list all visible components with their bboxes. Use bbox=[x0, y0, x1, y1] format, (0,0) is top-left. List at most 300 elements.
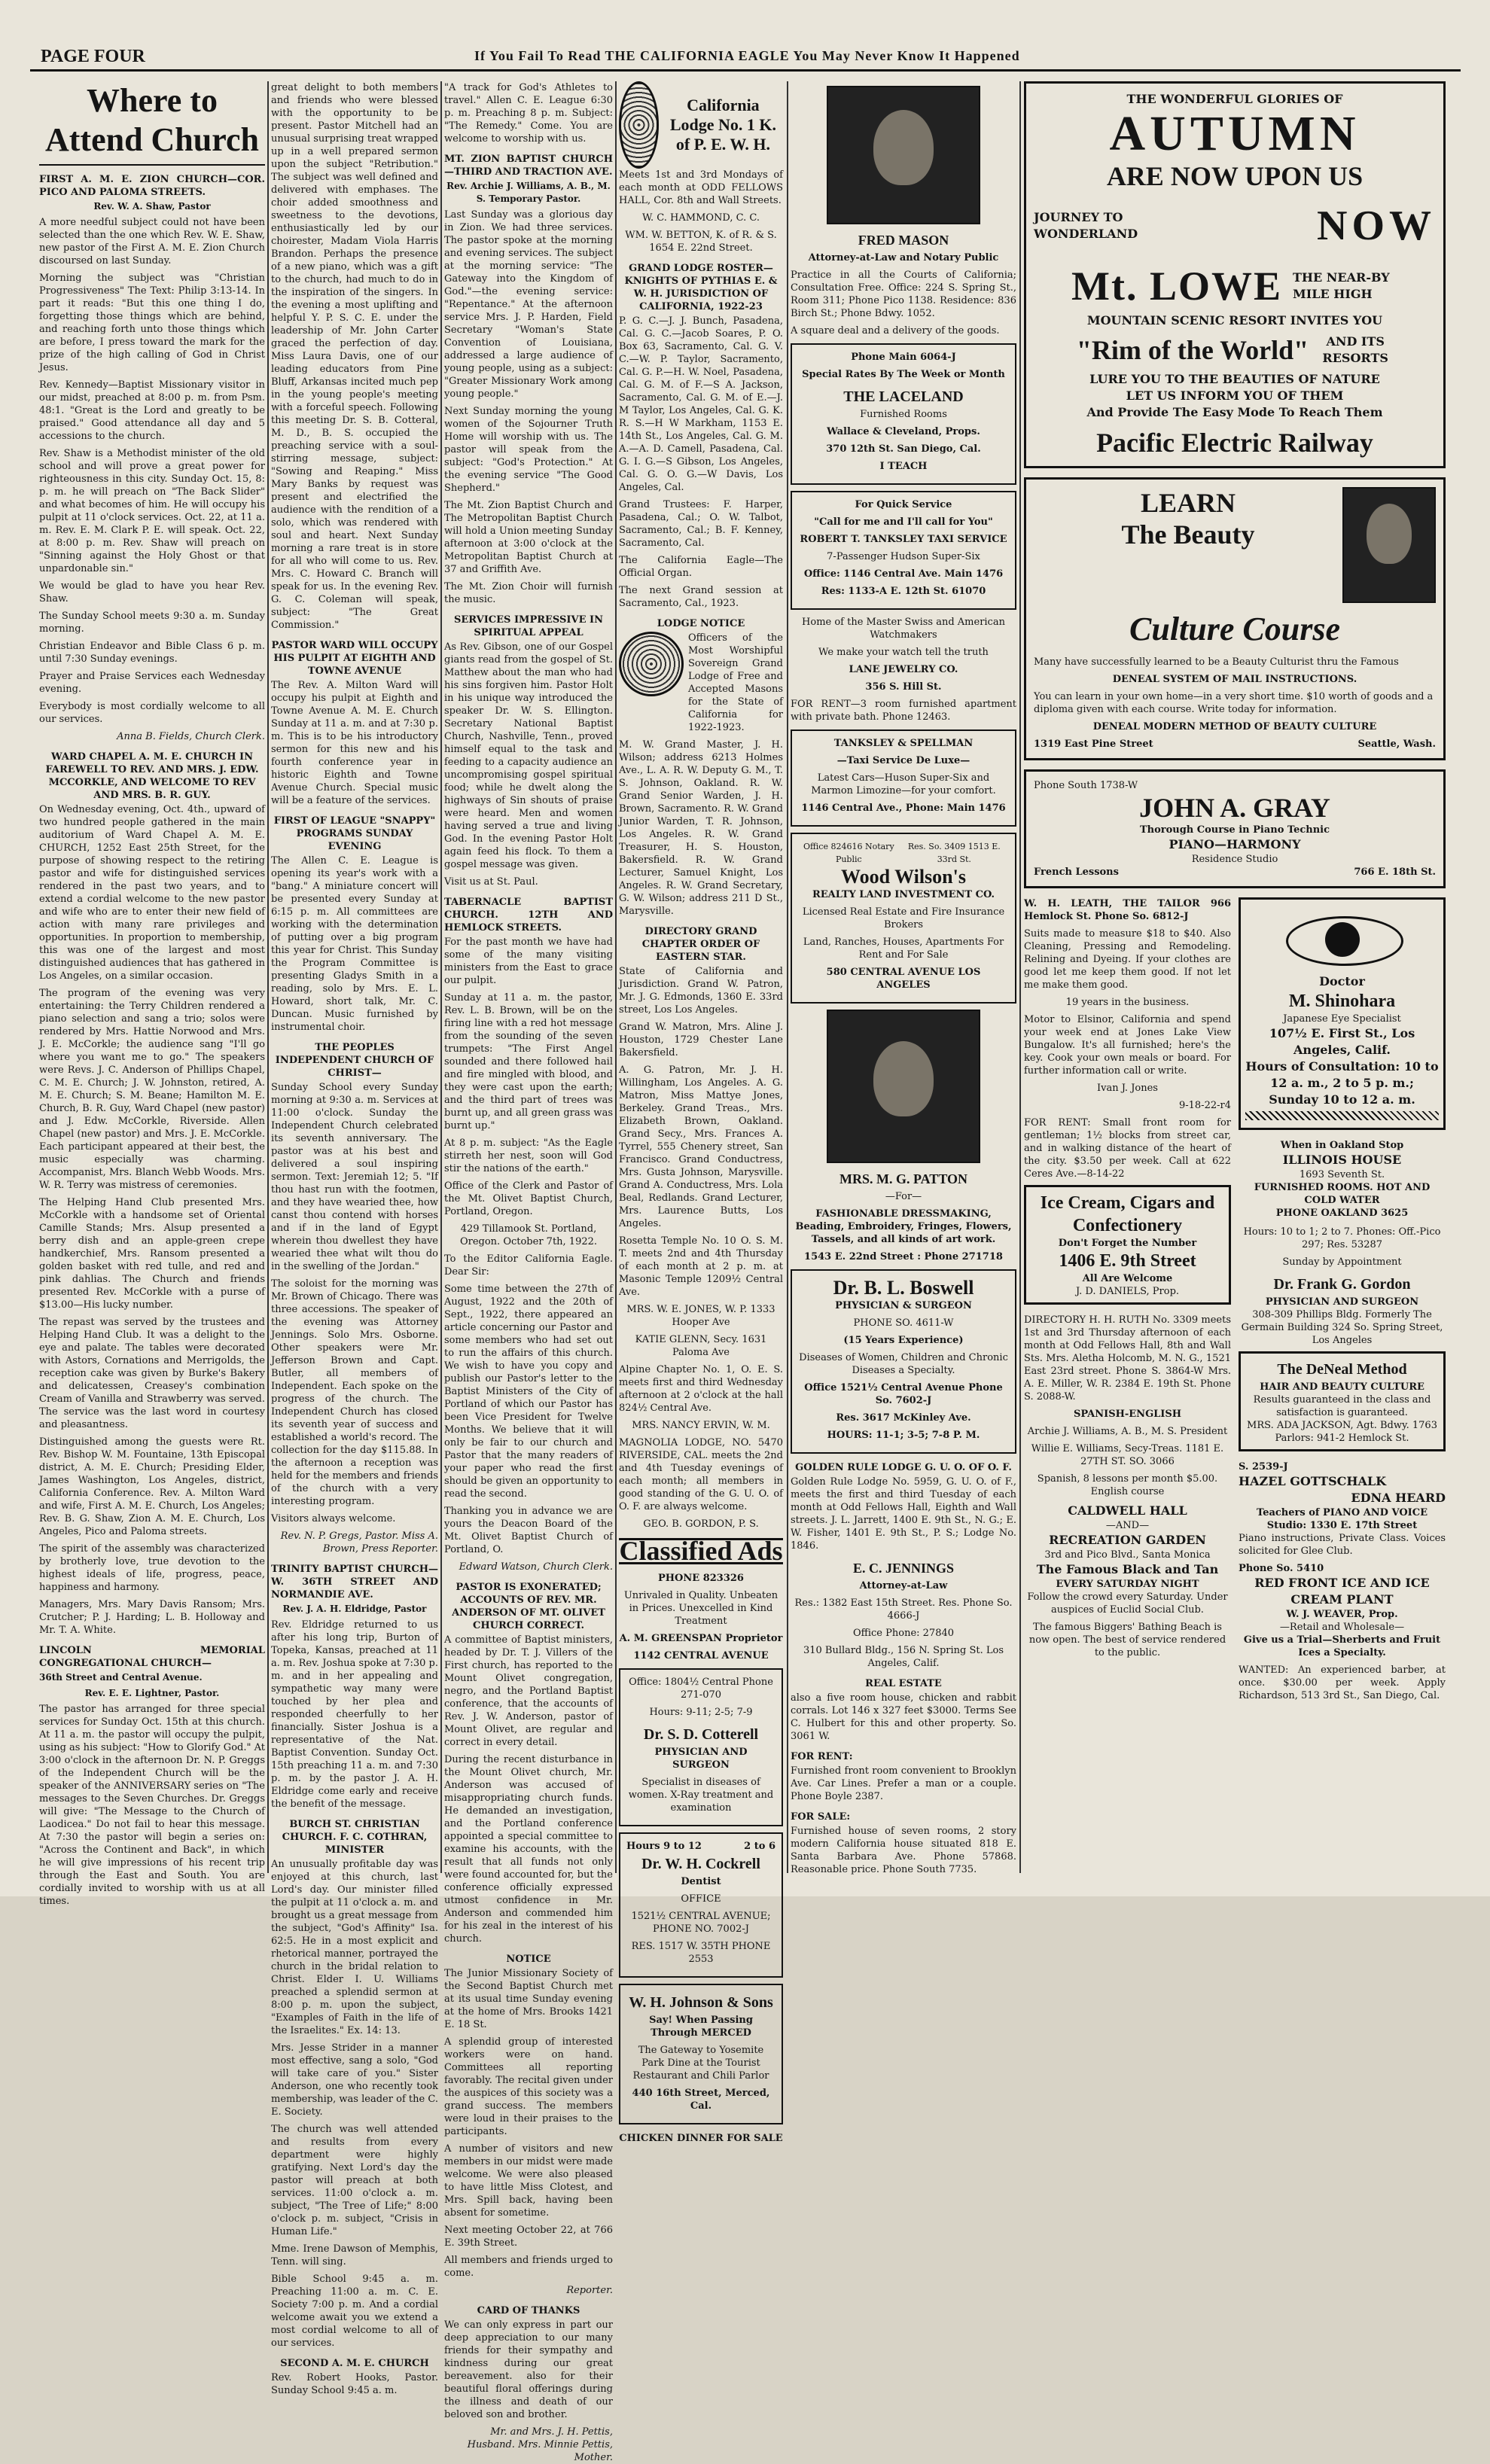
ad-text: —AND— bbox=[1105, 1520, 1150, 1531]
column-lodge-directory bbox=[619, 81, 783, 2144]
ad-text: 1521½ CENTRAL AVENUE; PHONE NO. 7002-J bbox=[631, 1911, 771, 1935]
portrait-face bbox=[873, 1041, 934, 1116]
ad-text: MOUNTAIN SCENIC RESORT INVITES YOU bbox=[1086, 313, 1383, 327]
ad-text: REALTY LAND INVESTMENT CO. bbox=[812, 889, 995, 900]
article-text: At 8 p. m. subject: "As the Eagle stirreth her nest, soon will God stir the nations of the earth." bbox=[444, 1138, 613, 1174]
portrait-photo-beauty bbox=[1342, 487, 1436, 603]
masthead bbox=[30, 44, 1461, 72]
ad-text: Residence Studio bbox=[1191, 854, 1278, 865]
ad-text: Spanish, 8 lessons per month $5.00. English course bbox=[1037, 1473, 1218, 1497]
article-text: The Mt. Zion Baptist Church and The Metropolitan Baptist Church will hold a Union meeting Sunday afternoon at 3:00 o'clock at the Metropolitan Baptist Church at 37 and Griffith Ave. bbox=[444, 500, 613, 575]
article-text: Thanking you in advance we are yours the Deacon Board of the Mt. Olivet Baptist Church of Portland, O. bbox=[444, 1506, 613, 1555]
article-heading: DIRECTORY GRAND CHAPTER ORDER OF EASTERN STAR. bbox=[641, 926, 760, 963]
ad-text: For Quick Service bbox=[855, 499, 952, 510]
ad-text: Many have successfully learned to be a Beauty Culturist thru the Famous bbox=[1034, 656, 1399, 668]
article-text: The program of the evening was very entertaining: the Terry Children rendered a piano selection and sang a trio; solos were rendered by Mrs. Hattie Norwood and Mrs. J. E. McCorkle; the audience sang "I'll go where you want me to go." The speakers were Revs. J. C. Anderson of Phillips Chapel, C. M. E. Church; J. W. Johnston, retired, A. M. E. Church; S. M. Beane; Hamilton M. E. Church, B. R. Guy, Ward Chapel (new pastor) and J. Edw. McCorkle, Riverside. Allen Chapel (new pastor) and Mrs. J. E. McCorkle. Each participant appeared at their best, the music especially was charming. Accompanist, Mrs. Blanch Webb Woods. Mrs. W. R. Terry was mistress of ceremonies. bbox=[39, 988, 265, 1191]
ad-text: Unrivaled in Quality. Unbeaten in Prices. Unexcelled in Kind Treatment bbox=[623, 1590, 779, 1627]
article-heading: PASTOR WARD WILL OCCUPY HIS PULPIT AT EIGHTH AND TOWNE AVENUE bbox=[271, 640, 438, 677]
ad-spellman bbox=[791, 729, 1016, 827]
article-text: Prayer and Praise Services each Wednesday evening. bbox=[39, 671, 265, 695]
ad-headline: Ice Cream, Cigars and Confectionery bbox=[1040, 1193, 1215, 1235]
article-text: Visitors always welcome. bbox=[271, 1513, 396, 1524]
ad-name: Dr. B. L. Boswell bbox=[833, 1277, 974, 1299]
article-text: The soloist for the morning was Mr. Brown of Chicago. There was three accessions. The speaker of the evening was Attorney Jennings. Solo Mrs. Osborne. Other speakers were Mr. Jefferson Brown and Capt. Butler, all members of Independent. Each spoke on the progress of the church. The Independent Church has closed its seventh year of success and established a world's record. The collection for the day $115.88. In the afternoon a reception was held for the members and friends of the church with a very interesting program. bbox=[271, 1278, 438, 1507]
ad-text: 440 16th Street, Merced, Cal. bbox=[632, 2088, 770, 2112]
ad-text: 310 Bullard Bldg., 156 N. Spring St. Los Angeles, Calif. bbox=[803, 1645, 1004, 1669]
article-signature: Reporter. bbox=[566, 2285, 613, 2296]
ad-text: Sunday by Appointment bbox=[1282, 1256, 1402, 1268]
ad-text: HOURS: 11-1; 3-5; 7-8 P. M. bbox=[827, 1430, 980, 1441]
ad-text: The Gateway to Yosemite Park Dine at the Tourist Restaurant and Chili Parlor bbox=[632, 2045, 769, 2082]
ad-name: FRED MASON bbox=[858, 233, 949, 248]
article-text: "A track for God's Athletes to travel." Allen C. E. League 6:30 p. m. Preaching 8 p. m. Subject: "The Remedy." Come. You are welcome to worship with us. bbox=[444, 82, 613, 145]
ad-boswell bbox=[791, 1269, 1016, 1454]
ad-text: ROBERT T. TANKSLEY TAXI SERVICE bbox=[800, 534, 1007, 545]
ad-text: Archie J. Williams, A. B., M. S. President bbox=[1027, 1426, 1228, 1437]
ad-text: J. D. DANIELS, Prop. bbox=[1075, 1286, 1180, 1297]
article-text: A committee of Baptist ministers, headed by Dr. T. J. Villers of the First church, has reported to the Mount Olivet congregation, negro, and the Portland Baptist conference, that the accounts of Rev. J. W. Anderson, pastor of Mount Olivet, are regular and correct in every detail. bbox=[444, 1634, 613, 1748]
ad-text: Give us a Trial—Sherberts and Fruit Ices a Specialty. bbox=[1243, 1634, 1441, 1658]
ad-text: 19 years in the business. bbox=[1065, 997, 1190, 1008]
section-title: Where to Attend Church bbox=[39, 81, 265, 166]
ad-text: RECREATION GARDEN bbox=[1049, 1533, 1206, 1547]
article-text: As Rev. Gibson, one of our Gospel giants read from the gospel of St. Matthew about the man who had his sins forgiven him. Pastor Holt in his unique way introduced the speaker Dr. W. S. Ellington. Secretary National Baptist Church, Nashville, Tenn., proved himself equal to the task and feeding to a capacity audience an uncompromising gospel spiritual food; while he dwelt along the highways of Sin shouts of praise were heard. Men and women having served a true and living God. In the evening Pastor Holt again feed his flock. To them a gospel message was given. bbox=[444, 641, 613, 870]
ad-headline: Pacific Electric Railway bbox=[1096, 428, 1373, 458]
ad-text: JOURNEY TO WONDERLAND bbox=[1034, 210, 1138, 241]
lodge-header bbox=[619, 81, 783, 169]
ad-text: PHONE SO. 4611-W bbox=[853, 1317, 954, 1329]
article-heading: CARD OF THANKS bbox=[477, 2305, 580, 2316]
ad-headline: NOW bbox=[1317, 203, 1436, 249]
ad-text: Wallace & Cleveland, Props. bbox=[827, 426, 980, 437]
ad-headline: "Rim of the World" bbox=[1076, 335, 1309, 365]
article-signature: Rev. N. P. Gregs, Pastor. Miss A. Brown, Press Reporter. bbox=[280, 1530, 438, 1555]
article-text: Office of the Clerk and Pastor of the Mt. Olivet Baptist Church, Portland, Oregon. bbox=[444, 1180, 613, 1217]
ad-row bbox=[1034, 487, 1436, 603]
portrait-face bbox=[1367, 504, 1412, 564]
ad-text: Say! When Passing Through MERCED bbox=[649, 2015, 753, 2039]
article-text: A more needful subject could not have been selected than the one which Rev. W. E. Shaw, new pastor of the First A. M. E. Zion Church discoursed on last Sunday. bbox=[39, 217, 265, 267]
column-display-ads bbox=[1024, 81, 1446, 1873]
article-text: Sunday School every Sunday morning at 9:30 a. m. Services at 11:00 o'clock. Sunday the Independent Church celebrated its seventh anniversary. The pastor was at his best and delivered a soul inspiring sermon. Text: Jeremiah 12; 5. "If thou hast run with the footmen, and they have wearied thee, how canst thou contend with horses and if in the land of Egypt wherein thou dwellest they have wearied thee what wilt thou do in the swelling of the Jordan." bbox=[271, 1082, 438, 1272]
ad-text: Latest Cars—Huson Super-Six and Marmon Limozine—for your comfort. bbox=[811, 772, 996, 796]
article-text: An unusually profitable day was enjoyed at this church, last Lord's day. Our minister filled the pulpit at 11 o'clock a. m. and brought us a great message from the subject, "God's Affinity" Isa. 62:5. He in a most explicit and rhetorical manner, portrayed the church in the bridal relation to Christ. Elder I. U. Williams preached a splendid sermon at 8:00 p. m. upon the subject, "Examples of Faith in the life of the Israelites." Ex. 14: 13. bbox=[271, 1859, 438, 2036]
decorative-border bbox=[1245, 1111, 1439, 1120]
ad-text: "Call for me and I'll call for You" bbox=[814, 516, 993, 528]
article-byline: Rev. W. A. Shaw, Pastor bbox=[93, 201, 211, 212]
lodge-text: Meets 1st and 3rd Mondays of each month at ODD FELLOWS HALL, Cor. 8th and Wall Streets. bbox=[619, 169, 783, 206]
ad-text: The Famous Black and Tan bbox=[1036, 1562, 1219, 1576]
ad-headline: Dr. Frank G. Gordon bbox=[1273, 1276, 1411, 1293]
article-text: Visit us at St. Paul. bbox=[444, 876, 538, 888]
ad-text: Follow the crowd every Saturday. Under auspices of Euclid Social Club. bbox=[1027, 1591, 1228, 1616]
ad-text: LANE JEWELRY CO. bbox=[849, 664, 958, 675]
ad-headline: JOHN A. GRAY bbox=[1139, 793, 1330, 823]
ad-text: WANTED: An experienced barber, at once. $30.00 per week. Apply Richardson, 513 3rd St., San Diego, Cal. bbox=[1239, 1664, 1446, 1701]
ad-text: Practice in all the Courts of California; Consultation Free. Office: 224 S. Spring St., Room 311; Phone Pico 1138. Residence: 836 Birch St.; Phone Bdwy. 1052. bbox=[791, 270, 1016, 319]
article-text: A number of visitors and new members in our midst were made welcome. We were also pleased to have little Miss Clotest, and Mrs. Spill back, having been absent for sometime. bbox=[444, 2143, 613, 2219]
article-text: The Helping Hand Club presented Mrs. McCorkle with a handsome set of Oriental Camille Stands; Mrs. Alsup presented a berry dish and an apple-green crepe handkerchief, Mrs. Ransom presented a golden basket with red tulle, and red and pink dahlias. The Church and friends presented Rev. McCorkle with a purse of $13.00—His lucky number. bbox=[39, 1197, 265, 1311]
article-signature: Mr. and Mrs. J. H. Pettis, Husband. Mrs. Minnie Pettis, Mother. bbox=[467, 2426, 613, 2463]
column-rule bbox=[787, 81, 788, 1873]
chapter-text: A. G. Patron, Mr. J. H. Willingham, Los Angeles. A. G. Matron, Miss Mattye Jones, Berkeley. Grand Treas., Mrs. Elizabeth Brown, Oakland. Grand Secy., Mrs. Frances A. Tyrrel, 555 Chenery street, San Francisco. Grand Conductress, Mrs. Gusta Johnson, Marysville. Grand A. Conductress, Mrs. Lola Beal, Redlands. Grand Lecturer, Mrs. Laurence Butts, Los Angeles. bbox=[619, 1064, 783, 1229]
article-heading: SERVICES IMPRESSIVE IN SPIRITUAL APPEAL bbox=[454, 614, 603, 638]
ad-text: Motor to Elsinor, California and spend your week end at Jones Lake View Bungalow. It's all furnished; here's the key. Cook your own meals or board. For further information call or write. bbox=[1024, 1014, 1231, 1077]
ad-name: Dr. W. H. Cockrell bbox=[641, 1856, 760, 1872]
article-heading: FOR RENT: bbox=[791, 1751, 853, 1762]
portrait-photo-patton bbox=[827, 1010, 980, 1163]
ad-taxi bbox=[791, 491, 1016, 610]
article-text: Rev. Eldridge returned to us after his long trip, Burton of Topeka, Kansas, preached at 11 a. m. Rev. Joshua spoke at 7:30 p. m. and in her appealing and sympathetic way many were touched by her plea and responded cheerfully to her financially. Sister Joshua is a representative of the Nat. Baptist Convention. Sunday Oct. 15th preaching 11 a. m. and 7:30 p. m. by the pastor J. A. H. Eldridge come early and receive the benefit of the message. bbox=[271, 1619, 438, 1810]
ad-shinohara bbox=[1239, 897, 1446, 1130]
ad-cockrell bbox=[619, 1832, 783, 1978]
article-text: Mme. Irene Dawson of Memphis, Tenn. will sing. bbox=[271, 2243, 438, 2268]
article-heading: NOTICE bbox=[506, 1954, 551, 1965]
ad-text: 1319 East Pine Street bbox=[1034, 739, 1153, 750]
ad-text: Diseases of Women, Children and Chronic Diseases a Specialty. bbox=[799, 1352, 1008, 1376]
ad-hours-row bbox=[626, 1840, 775, 1853]
ad-row bbox=[1034, 738, 1436, 751]
article-text: Last Sunday was a glorious day in Zion. We had three services. The pastor spoke at the morning and evening services. The subject at the morning service: "The Gateway into the Kingdom of God."—the evening service: "Repentance." At the afternoon service Mrs. J. P. Harden, Field Secretary "Woman's State Convention of Louisiana, addressed a large audience of young people, using as a subject: "Greater Missionary Work among young people." bbox=[444, 209, 613, 400]
ad-text: 308-309 Phillips Bldg. Formerly The Germain Building 324 So. Spring Street, Los Angeles bbox=[1241, 1309, 1443, 1346]
article-heading: GOLDEN RULE LODGE G. U. O. OF O. F. bbox=[795, 1462, 1012, 1473]
article-text: Some time between the 27th of August, 1922 and the 20th of Sept., 1922, there appeared an article concerning our Pastor and some members who had set out to run the affairs of this church. We wish to have you copy and publish our Pastor's letter to the Baptist Ministers of the City of Portland of which our Pastor has been Vice President for Twelve Months. We believe that it will only be fair to our church and Pastor that the many readers of your paper who read the first should be given an opportunity to read the second. bbox=[444, 1284, 613, 1500]
ad-text: also a five room house, chicken and rabbit corrals. Lot 146 x 327 feet $3000. Terms See C. Hulbert for this and other property. So. 3061 W. bbox=[791, 1692, 1016, 1742]
column-church-notices bbox=[39, 81, 265, 1907]
ad-headline: AUTUMN bbox=[1109, 106, 1361, 161]
ad-text: Doctor bbox=[1319, 974, 1365, 988]
ad-phone-row bbox=[798, 840, 1009, 866]
ads-two-column bbox=[1024, 897, 1446, 1707]
column-rule bbox=[267, 81, 269, 1873]
ad-text: Specialist in diseases of women. X-Ray treatment and examination bbox=[628, 1777, 774, 1814]
article-text: On Wednesday evening, Oct. 4th., upward of two hundred people gathered in the main auditorium of Ward Chapel A. M. E. CHURCH, 1252 East 25th Street, for the purpose of showing respect to the retiring pastor and wife for distinguished services rendered in the past two years, and to extend a cordial welcome to the new pastor and wife who are to enter their new field of action with many rare privileges and opportunities. In proportion to membership, this was one of the largest and most distinguished audiences that has gathered in Los Angeles, on a similar occasion. bbox=[39, 804, 265, 982]
ad-headline: ARE NOW UPON US bbox=[1106, 161, 1364, 191]
ad-text: S. 2539-J bbox=[1239, 1461, 1288, 1473]
ad-text: Japanese Eye Specialist bbox=[1283, 1013, 1401, 1025]
ad-text: Office: 1146 Central Ave. Main 1476 bbox=[803, 568, 1004, 580]
ad-text: Furnished front room convenient to Brooklyn Ave. Car Lines. Prefer a man or a couple. Phone Boyle 2387. bbox=[791, 1765, 1016, 1802]
ad-text: HAIR AND BEAUTY CULTURE bbox=[1260, 1381, 1424, 1393]
ad-row bbox=[1034, 334, 1436, 367]
ad-text: DIRECTORY H. H. RUTH No. 3309 meets 1st and 3rd Thursday afternoon of each month at Odd Fellows Hall, 8th and Wall Sts. Mrs. Aletha Holcomb, M. N. G., 1521 East 23rd street. Phone S. 3864-W Mrs. A. E. Miller, W. R. 2384 E. 19th St. Phone S. 2088-W. bbox=[1024, 1314, 1231, 1403]
ad-headline: Mt. LOWE bbox=[1071, 263, 1282, 309]
ad-headline: 1406 E. 9th Street bbox=[1059, 1251, 1196, 1271]
ad-text: W. J. WEAVER, Prop. bbox=[1286, 1609, 1398, 1620]
ad-text: Phone South 1738-W bbox=[1034, 780, 1138, 791]
ad-text: OFFICE bbox=[681, 1893, 721, 1905]
column-rule bbox=[440, 81, 442, 1873]
article-text: Christian Endeavor and Bible Class 6 p. m. until 7:30 Sunday evenings. bbox=[39, 641, 265, 665]
ad-text: LURE YOU TO THE BEAUTIES OF NATURE bbox=[1089, 372, 1380, 386]
article-text: All members and friends urged to come. bbox=[444, 2255, 613, 2279]
article-byline: Rev. J. A. H. Eldridge, Pastor bbox=[282, 1604, 427, 1614]
article-text: Next Sunday morning the young women of the Sojourner Truth Home will worship with us. The pastor will speak from the subject: "God's Protection." At the evening service "The Good Shepherd." bbox=[444, 406, 613, 494]
ad-text: Phone Main 6064-J bbox=[851, 352, 956, 363]
ad-text: 1142 CENTRAL AVENUE bbox=[633, 1650, 769, 1661]
ad-text: PHYSICIAN AND SURGEON bbox=[654, 1747, 748, 1771]
ad-text: 1543 E. 22nd Street : Phone 271718 bbox=[804, 1251, 1003, 1262]
ad-name: MRS. M. G. PATTON bbox=[839, 1171, 967, 1186]
ad-text: Studio: 1330 E. 17th Street bbox=[1266, 1520, 1418, 1531]
chapter-text: Rosetta Temple No. 10 O. S. M. T. meets 2nd and 4th Thursday of each month at 2 p. m. at Masonic Temple 1209½ Central Ave. bbox=[619, 1235, 783, 1298]
ad-text: Hours 9 to 12 bbox=[626, 1841, 702, 1852]
article-text: Everybody is most cordially welcome to all our services. bbox=[39, 701, 265, 725]
article-text: The spirit of the assembly was characterized by brotherly love, true devotion to the highest ideals of life, progress, peace, happiness and harmony. bbox=[39, 1543, 265, 1593]
ad-text: AND ITS RESORTS bbox=[1322, 334, 1388, 365]
ad-text: HAZEL GOTTSCHALK bbox=[1239, 1474, 1387, 1488]
ad-text: PHONE OAKLAND 3625 bbox=[1275, 1208, 1409, 1219]
ad-text: I TEACH bbox=[879, 461, 928, 472]
article-text: The Sunday School meets 9:30 a. m. Sunday morning. bbox=[39, 611, 265, 635]
ad-text: Phone So. 5410 bbox=[1239, 1563, 1324, 1574]
portrait-photo-fred-mason bbox=[827, 86, 980, 224]
ad-text: FURNISHED ROOMS. HOT AND COLD WATER bbox=[1254, 1182, 1431, 1206]
article-text: To the Editor California Eagle. Dear Sir: bbox=[444, 1253, 613, 1278]
article-heading: PASTOR IS EXONERATED; ACCOUNTS OF REV. MR. ANDERSON OF MT. OLIVET CHURCH CORRECT. bbox=[452, 1582, 605, 1631]
article-text: Morning the subject was "Christian Progressiveness" The Text: Philip 3:13-14. In part it reads: "But this one thing I do, forgetting those things which are behind, and reaching forth unto those things which are before, I press toward the mark for the prize of the high calling of God in Christ Jesus. bbox=[39, 273, 265, 373]
article-text: Rev. Shaw is a Methodist minister of the old school and will prove a great power for righteousness in this city. Sunday Oct. 15, 8: p. m. he will preach on "The Back Slider" and what becomes of him. He will occupy his pulpit at 11 o'clock services. Oct. 22, at 11 a. m. Rev. E. M. Clark P. E. will speak. Oct. 22, at 8:00 p. m. Rev. Shaw will preach on "Sinning against the Holy Ghost or that unpardonable sin." bbox=[39, 448, 265, 574]
roster-text: The next Grand session at Sacramento, Cal., 1923. bbox=[619, 585, 783, 609]
article-heading: FOR SALE: bbox=[791, 1811, 851, 1823]
ad-text: Office Phone: 27840 bbox=[852, 1628, 955, 1639]
ad-pacific-electric bbox=[1024, 81, 1446, 468]
ad-name: THE LACELAND bbox=[843, 388, 964, 405]
article-text: Sunday at 11 a. m. the pastor, Rev. L. B. Brown, will be on the firing line with a red hot message from the sounding of the seven trumpets: "The First Angel sounded and there followed hail and fire mingled with blood, and they were cast upon the earth; and the third part of trees was burnt up, and all green grass was burnt up." bbox=[444, 992, 613, 1131]
chapter-text: MAGNOLIA LODGE, NO. 5470 RIVERSIDE, CAL. meets the 2nd and 4th Tuesday evenings of each month; all members in good standing of the G. U. O. of O. F. are always welcome. bbox=[619, 1437, 783, 1512]
ad-text: —For— bbox=[885, 1191, 922, 1202]
roster-text: The California Eagle—The Official Organ. bbox=[619, 555, 783, 579]
ad-text: FOR RENT—3 room furnished apartment with private bath. Phone 12463. bbox=[791, 699, 1016, 723]
ad-name: E. C. JENNINGS bbox=[852, 1561, 955, 1576]
ad-text: Results guaranteed in the class and satisfaction is guaranteed. bbox=[1253, 1394, 1431, 1418]
ad-text: —Taxi Service De Luxe— bbox=[836, 755, 970, 766]
ad-text: Willie E. Williams, Secy-Treas. 1181 E. 27TH ST. SO. 3066 bbox=[1031, 1443, 1224, 1467]
ad-text: Land, Ranches, Houses, Apartments For Rent and For Sale bbox=[803, 937, 1004, 961]
article-heading: BURCH ST. CHRISTIAN CHURCH. F. C. COTHRAN, MINISTER bbox=[282, 1819, 428, 1856]
column-rule bbox=[1019, 81, 1021, 1873]
article-signature: Edward Watson, Church Clerk. bbox=[459, 1561, 613, 1573]
ad-weaver bbox=[1239, 1562, 1446, 1659]
article-text: Next meeting October 22, at 766 E. 39th Street. bbox=[444, 2225, 613, 2249]
roster-text: Grand Trustees: F. Harper, Pasadena, Cal.; O. W. Talbot, Sacramento, Cal.; B. F. Kenney, Sacramento, Cal. bbox=[619, 499, 783, 549]
ad-text: Res. 3617 McKinley Ave. bbox=[836, 1412, 971, 1424]
ad-headline: The Beauty bbox=[1121, 519, 1255, 550]
ad-text: Furnished house of seven rooms, 2 story modern California house situated 818 E. Santa Barbara Ave. Phone 57868. Reasonable price. Phone South 7735. bbox=[791, 1826, 1016, 1875]
ad-text: Teachers of PIANO AND VOICE bbox=[1257, 1507, 1428, 1518]
column-business-cards bbox=[791, 81, 1016, 1873]
ad-text: EDNA HEARD bbox=[1351, 1491, 1446, 1505]
ad-text: Office: 1804½ Central Phone 271-070 bbox=[629, 1677, 773, 1701]
article-heading: SECOND A. M. E. CHURCH bbox=[280, 2358, 429, 2369]
ad-text: CALDWELL HALL bbox=[1068, 1503, 1187, 1518]
ad-text: Attorney-at-Law bbox=[859, 1580, 948, 1591]
ad-headline: The DeNeal Method bbox=[1277, 1361, 1407, 1378]
article-heading: GRAND LODGE ROSTER—KNIGHTS OF PYTHIAS E. & W. H. JURISDICTION OF CALIFORNIA, 1922-23 bbox=[624, 263, 778, 312]
article-signature: Anna B. Fields, Church Clerk. bbox=[117, 731, 265, 742]
article-text: For the past month we have had some of the many visiting ministers from the East to grace our pulpit. bbox=[444, 937, 613, 986]
ad-headline: M. Shinohara bbox=[1288, 991, 1396, 1011]
ad-text: You can learn in your own home—in a very short time. $10 worth of goods and a diploma given with each course. Write today for information. bbox=[1034, 691, 1434, 715]
ad-text: Dentist bbox=[681, 1876, 721, 1887]
article-text: The Junior Missionary Society of the Second Baptist Church met at its usual time Sunday evening at the home of Mrs. Brooks 1421 E. 18 St. bbox=[444, 1968, 613, 2030]
ad-johnson bbox=[619, 1984, 783, 2124]
ad-text: Suits made to measure $18 to $40. Also Cleaning, Pressing and Remodeling. Relining and Dyeing. If your clothes are good let me keep them good. If not let me make them good. bbox=[1024, 928, 1231, 991]
ad-text: Office 824616 Notary Public bbox=[803, 842, 894, 864]
article-heading: CHICKEN DINNER FOR SALE bbox=[619, 2133, 783, 2144]
article-text: We can only express in part our deep appreciation to our many friends for their sympathy and kindness during our great bereavement. also for their beautiful floral offerings during the illness and death of our beloved son and brother. bbox=[444, 2319, 613, 2420]
article-text: The Rev. A. Milton Ward will occupy his pulpit at Eighth and Towne Avenue A. M. E. Church Sunday at 11 a. m. and at 7:30 p. m. This is to be his introductory sermon for this new and his fourth conference year in historic Eighth and Towne Avenue Church. Special music will be a feature of the services. bbox=[271, 680, 438, 806]
article-text: Bible School 9:45 a. m. Preaching 11:00 a. m. C. E. Society 7:00 p. m. And a cordial welcome await you we extend a most cordial welcome to all of our services. bbox=[271, 2274, 438, 2349]
masonic-square-compass-icon bbox=[619, 632, 684, 696]
article-text: Mrs. Jesse Strider in a manner most effective, sang a solo, "God will take care of you." Sister Anderson, one who recently took membership, was leader of the C. E. Society. bbox=[271, 2042, 438, 2118]
article-heading: MT. ZION BAPTIST CHURCH—THIRD AND TRACTION AVE. bbox=[444, 154, 613, 178]
eye-iris bbox=[1325, 922, 1360, 957]
chapter-text: Grand W. Matron, Mrs. Aline J. Houston, 1729 Chester Lane Bakersfield. bbox=[619, 1022, 783, 1058]
ad-text: MRS. ADA JACKSON, Agt. Bdwy. 1763 Parlors: 941-2 Hemlock St. bbox=[1247, 1420, 1437, 1444]
ad-name: Dr. S. D. Cotterell bbox=[643, 1726, 759, 1743]
ad-deneal-method bbox=[1239, 1351, 1446, 1451]
ad-caldwell bbox=[1024, 1503, 1231, 1659]
ad-text: Office 1521½ Central Avenue Phone So. 7602-J bbox=[804, 1382, 1003, 1406]
knights-of-pythias-seal-icon bbox=[619, 81, 659, 169]
article-text: During the recent disturbance in the Mount Olivet church, Mr. Anderson was accused of misappropriating church funds. He demanded an investigation, and the Portland conference appointed a special committee to examine his accounts, with the result that all funds not only were found accounted for, but the conference officially expressed utmost confidence in Mr. Anderson and commended him for his zeal in the interest of his church. bbox=[444, 1754, 613, 1945]
ads-right bbox=[1239, 897, 1446, 1707]
notice-text: Officers of the Most Worshipful Sovereign Grand Lodge of Free and Accepted Masons for the State of California for 1922-1923. bbox=[688, 632, 783, 733]
article-heading: REAL ESTATE bbox=[865, 1678, 942, 1689]
eye-illustration-icon bbox=[1286, 909, 1399, 969]
ad-text: When in Oakland Stop bbox=[1280, 1140, 1404, 1151]
lodge-text: W. C. HAMMOND, C. C. bbox=[641, 212, 760, 224]
ad-text: 370 12th St. San Diego, Cal. bbox=[826, 443, 981, 455]
ad-gordon bbox=[1239, 1226, 1446, 1347]
article-text: Rev. Robert Hooks, Pastor. Sunday School 9:45 a. m. bbox=[271, 2372, 438, 2396]
ad-headline: LEARN bbox=[1140, 488, 1236, 518]
ad-row bbox=[1034, 260, 1436, 312]
ad-text: And Provide The Easy Mode To Reach Them bbox=[1086, 405, 1383, 419]
ad-text: Don't Forget the Number bbox=[1058, 1238, 1197, 1249]
ad-gottschalk bbox=[1239, 1460, 1446, 1558]
ad-text: 356 S. Hill St. bbox=[865, 681, 942, 693]
ad-text: 766 E. 18th St. bbox=[1354, 867, 1436, 878]
article-heading: FIRST OF LEAGUE "SNAPPY" PROGRAMS SUNDAY EVENING bbox=[273, 815, 436, 852]
article-text: The Allen C. E. League is opening its year's work with a "bang." A miniature concert will be presented every Sunday at 6:15 p. m. All committees are working with the determination of putting over a big program this year for Christ. This Sunday the Program Committee is presenting Gladys Smith in a reading, solo by Mrs. E. L. Howard, short talk, Mr. C. Duncan. Music furnished by instrumental choir. bbox=[271, 855, 438, 1033]
article-heading: FIRST A. M. E. ZION CHURCH—COR. PICO AND PALOMA STREETS. bbox=[39, 174, 265, 198]
ad-ice-cream bbox=[1024, 1185, 1231, 1305]
ad-text: Hours: 9-11; 2-5; 7-9 bbox=[649, 1707, 753, 1718]
ad-john-gray bbox=[1024, 769, 1446, 888]
ad-text: THE NEAR-BY MILE HIGH bbox=[1293, 270, 1390, 301]
ad-name: W. H. Johnson & Sons bbox=[629, 1994, 773, 2011]
ad-wood-wilson bbox=[791, 833, 1016, 1004]
ad-text: Ivan J. Jones bbox=[1097, 1083, 1158, 1094]
ad-text: LET US INFORM YOU OF THEM bbox=[1126, 388, 1344, 403]
ad-headline: Culture Course bbox=[1129, 611, 1340, 647]
ad-text: Attorney-at-Law and Notary Public bbox=[808, 252, 999, 263]
chapter-text: GEO. B. GORDON, P. S. bbox=[643, 1518, 759, 1530]
ad-text: 3rd and Pico Blvd., Santa Monica bbox=[1044, 1549, 1211, 1561]
ad-text: Res. So. 3409 1513 E. 33rd St. bbox=[907, 842, 1001, 864]
ad-text: DENEAL SYSTEM OF MAIL INSTRUCTIONS. bbox=[1112, 674, 1357, 685]
article-text: The pastor has arranged for three special services for Sunday Oct. 15th at this church. At 11 a. m. the pastor will occupy the pulpit, using as his subject: "How to Glorify God." At 3:00 o'clock in the afternoon Dr. N. P. Greggs of the Independent Church will be the speaker of the ANNIVERSARY series on "The messages to the Seven Churches. Dr. Greggs will give: "The Message to the Church of Laodicea." Do not fail to hear this message. At 7:30 the pastor will begin a series on: "Across the Continent and Back", in which he will give impressions of his recent trip through the East and South. You are cordially invited to worship with us at all times. bbox=[39, 1704, 265, 1907]
article-text: The Mt. Zion Choir will furnish the music. bbox=[444, 581, 613, 605]
ad-text: 1146 Central Ave., Phone: Main 1476 bbox=[801, 803, 1006, 814]
article-heading: LINCOLN MEMORIAL CONGREGATIONAL CHURCH— bbox=[39, 1645, 265, 1669]
ad-text: 2 to 6 bbox=[744, 1841, 775, 1852]
chapter-text: State of California and Jurisdiction. Grand W. Patron, Mr. J. G. Edmonds, 1360 E. 33rd street, Los Los Angeles. bbox=[619, 966, 783, 1016]
ad-text: THE WONDERFUL GLORIES OF bbox=[1126, 92, 1343, 106]
column-rule bbox=[615, 81, 617, 1873]
chapter-text: Alpine Chapter No. 1, O. E. S. meets first and third Wednesday afternoon at 2 o'clock at the hall 824½ Central Ave. bbox=[619, 1364, 783, 1414]
ad-laceland bbox=[791, 343, 1016, 485]
ad-text: FOR RENT: Small front room for gentleman; 1½ blocks from street car, and in walking distance of the heart of the city. $3.50 per week. Call at 622 Ceres Ave.—8-14-22 bbox=[1024, 1117, 1231, 1180]
masonic-notice bbox=[619, 632, 783, 739]
article-heading: LODGE NOTICE bbox=[657, 618, 745, 629]
ad-text: Golden Rule Lodge No. 5959, G. U. O. of F., meets the first and third Tuesday of each month at Odd Fellows Hall, Eighth and Wall streets. J. L. Jarrett, 1400 E. 9th St., N. G.; E. W. Fisher, 1401 E. 9th St., P. S.; Lodge No. 1846. bbox=[791, 1476, 1016, 1552]
ad-illinois-house bbox=[1239, 1139, 1446, 1220]
article-heading: TABERNACLE BAPTIST CHURCH. 12TH AND HEMLOCK STREETS. bbox=[444, 897, 613, 934]
ad-text: W. H. LEATH, THE TAILOR 966 Hemlock St. Phone So. 6812-J bbox=[1024, 898, 1231, 922]
ad-text: Seattle, Wash. bbox=[1357, 739, 1436, 750]
article-subheading: 36th Street and Central Avenue. bbox=[39, 1672, 203, 1683]
article-text: We would be glad to have you hear Rev. Shaw. bbox=[39, 580, 265, 605]
chapter-text: KATIE GLENN, Secy. 1631 Paloma Ave bbox=[635, 1334, 767, 1358]
ad-text: 7-Passenger Hudson Super-Six bbox=[827, 551, 980, 562]
article-byline: Rev. Archie J. Williams, A. B., M. S. Temporary Pastor. bbox=[446, 181, 611, 204]
ad-text: (15 Years Experience) bbox=[843, 1335, 964, 1346]
article-text: Managers, Mrs. Mary Davis Ransom; Mrs. Crutcher; P. J. Harding; L. B. Holloway and Mr. T. A. White. bbox=[39, 1599, 265, 1636]
ad-text: Furnished Rooms bbox=[860, 409, 947, 420]
ad-text: PHYSICIAN AND SURGEON bbox=[1265, 1296, 1419, 1308]
chapter-text: MRS. W. E. JONES, W. P. 1333 Hooper Ave bbox=[626, 1304, 775, 1328]
chapter-text: MRS. NANCY ERVIN, W. M. bbox=[632, 1420, 770, 1431]
lodge-text: WM. W. BETTON, K. of R. & S. 1654 E. 22nd Street. bbox=[625, 230, 777, 254]
ad-text: 1693 Seventh St. bbox=[1299, 1169, 1385, 1180]
ad-text: FASHIONABLE DRESSMAKING, Beading, Embroidery, Fringes, Flowers, Tassels, and all kinds of art work. bbox=[795, 1208, 1012, 1245]
article-text: The church was well attended and results from every department were highly gratifying. Next Lord's day the pastor will preach at both services. 11:00 o'clock a. m. subject, "The Tree of Life;" 8:00 o'clock p. m. subject, "Crisis in Human Life." bbox=[271, 2124, 438, 2237]
ad-row bbox=[1034, 199, 1436, 252]
ad-text: 9-18-22-r4 bbox=[1178, 1100, 1231, 1111]
portrait-face bbox=[873, 110, 934, 185]
ad-text: PIANO—HARMONY bbox=[1169, 837, 1301, 851]
ad-text: Home of the Master Swiss and American Watchmakers bbox=[802, 617, 1005, 641]
notice-text: M. W. Grand Master, J. H. Wilson; address 6213 Holmes Ave., L. A. R. W. Deputy G. M., T. S. Johnson, Oakland. R. W. Grand Senior Warden, J. H. Brown, Sacramento. R. W. Grand Junior Warden, T. R. Johnson, Los Angeles. R. W. Grand Treasurer, H. S. Houston, Bakersfield. R. W. Grand Lecturer, Samuel Knight, Los Angeles. R. W. Grand Secretary, G. W. Wilson; address 211 D St., Marysville. bbox=[619, 739, 783, 917]
page-number: PAGE FOUR bbox=[41, 47, 145, 66]
ad-text: French Lessons bbox=[1034, 867, 1119, 878]
ad-name: Wood Wilson's bbox=[841, 866, 966, 888]
masthead-tagline: If You Fail To Read THE CALIFORNIA EAGLE You May Never Know It Happened bbox=[474, 48, 1020, 63]
ad-text: A square deal and a delivery of the goods. bbox=[791, 325, 1000, 337]
ad-text: RED FRONT ICE AND ICE CREAM PLANT bbox=[1254, 1576, 1430, 1607]
ad-text: RES. 1517 W. 35TH PHONE 2553 bbox=[631, 1941, 771, 1965]
ad-text: ILLINOIS HOUSE bbox=[1282, 1153, 1402, 1167]
ad-beauty-culture bbox=[1024, 477, 1446, 760]
ad-row bbox=[1034, 866, 1436, 879]
ad-text: Special Rates By The Week or Month bbox=[802, 369, 1005, 380]
article-byline: Rev. E. E. Lightner, Pastor. bbox=[84, 1688, 220, 1698]
ad-text: 580 CENTRAL AVENUE LOS ANGELES bbox=[826, 967, 981, 991]
ad-text: Hours: 10 to 1; 2 to 7. Phones: Off.-Pico 297; Res. 53287 bbox=[1243, 1226, 1441, 1250]
article-text: A splendid group of interested workers were on hand. Committees all reporting favorably. The recital given under the auspices of this society was a grand success. The members were loud in their praises to the participants. bbox=[444, 2036, 613, 2137]
ad-text: TANKSLEY & SPELLMAN bbox=[833, 738, 974, 749]
column-church-notices-2 bbox=[271, 81, 438, 2396]
article-heading: TRINITY BAPTIST CHURCH—W. 36TH STREET AND NORMANDIE AVE. bbox=[271, 1564, 438, 1601]
ad-text: The famous Biggers' Bathing Beach is now open. The best of service rendered to the public. bbox=[1028, 1622, 1226, 1658]
ad-text: Licensed Real Estate and Fire Insurance Brokers bbox=[802, 906, 1005, 930]
article-text: Distinguished among the guests were Rt. Rev. Bishop W. M. Fountaine, 13th Episcopal district, A. M. E. Church; Presiding Elder, James Washington, Los Angeles, district, California Conference. Rev. A. Milton Ward and wife, First A. M. E. Church, Los Angeles; Rev. B. G. Shaw, Zion A. M. E. Church, Los Angeles, Pico and Paloma streets. bbox=[39, 1436, 265, 1537]
roster-text: P. G. C.—J. J. Bunch, Pasadena, Cal. G. C.—Jacob Soares, P. O. Box 63, Sacramento, Cal. G. V. C.—W. P. Taylor, Sacramento, Cal. G. P.—H. W. Noel, Pasadena, Cal. G. M. of F.—S A. Jackson, Sacramento, Cal. G. M. of E.—J. M Taylor, Los Angeles, Cal. G. K. R. S.—H W Markham, 1153 E. 14th St., Los Angeles, Cal. G. M. A.—A. D. Camell, Pasadena, Cal. G. I. G.—S Gibson, Los Angeles, Cal. G. O. G.—W Davis, Los Angeles, Cal. bbox=[619, 315, 783, 493]
article-text: The repast was served by the trustees and Helping Hand Club. It was a delight to the eye and palate. The tables were decorated with Astors, Cornations and Merrigolds, the reception cake was given by Burke's Bakery and delicatessen, Creasey's combination Cream of Vanilla and Strawberry was served. The service was the last word in courtesy and pleasantness. bbox=[39, 1317, 265, 1430]
